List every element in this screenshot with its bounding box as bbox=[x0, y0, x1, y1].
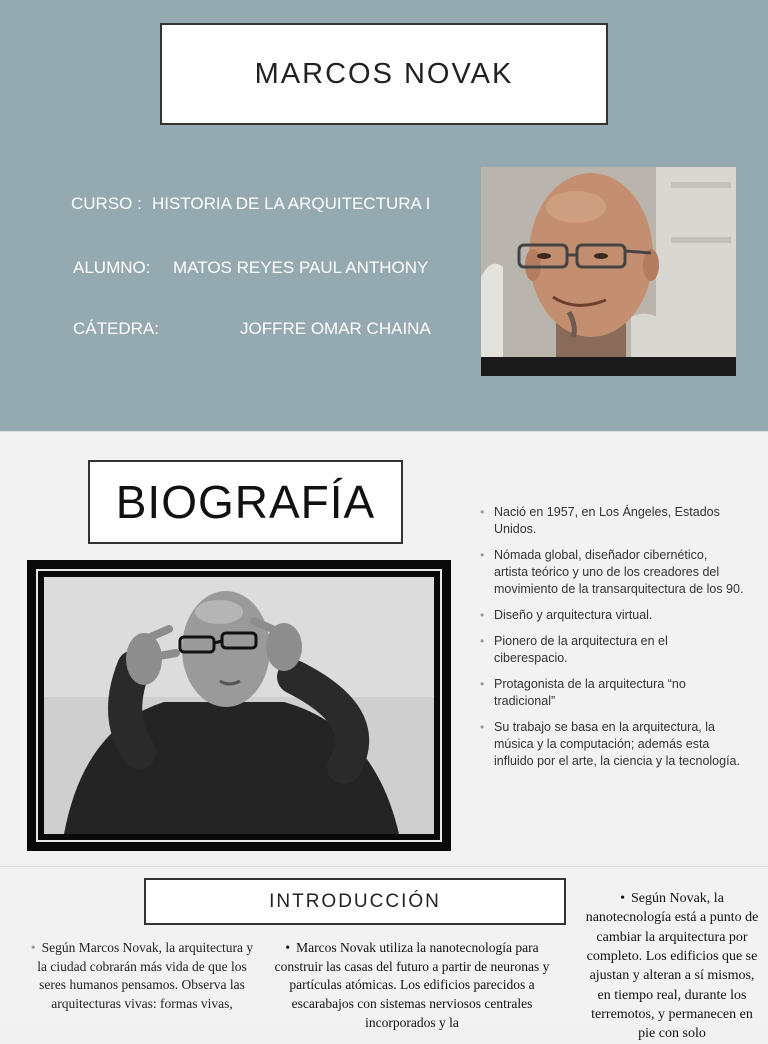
title-box bbox=[160, 23, 608, 125]
biography-item: • Nómada global, diseñador cibernético, artista teórico y uno de los creadores del movimiento de la transarquitectura de los 90. bbox=[478, 547, 744, 598]
intro-column-1 bbox=[30, 939, 254, 1014]
curso-label: CURSO : bbox=[71, 194, 142, 213]
introduction-title: INTRODUCCIÓN bbox=[269, 890, 441, 912]
page-title: MARCOS NOVAK bbox=[254, 57, 514, 90]
biography-photo bbox=[44, 577, 434, 834]
bullet-icon: • bbox=[620, 891, 625, 906]
introduction-title-box bbox=[144, 878, 566, 925]
portrait-illustration bbox=[481, 167, 736, 376]
curso-value: HISTORIA DE LA ARQUITECTURA I bbox=[152, 194, 431, 213]
biography-list bbox=[478, 504, 744, 779]
biography-illustration bbox=[44, 577, 434, 834]
intro-column-3 bbox=[582, 889, 762, 1044]
biography-item: • Pionero de la arquitectura en el ciberespacio. bbox=[478, 633, 744, 667]
portrait-photo bbox=[481, 167, 736, 376]
introduction-slide bbox=[0, 866, 768, 1042]
bullet-icon: • bbox=[30, 940, 36, 955]
biography-slide bbox=[0, 431, 768, 867]
catedra-value: JOFFRE OMAR CHAINA bbox=[240, 319, 431, 338]
biography-title-box bbox=[88, 460, 403, 544]
biography-title: BIOGRAFÍA bbox=[115, 476, 376, 528]
intro-text-2: Marcos Novak utiliza la nanotecnología para construir las casas del futuro a partir de neuronas y partículas atómicas. Los edificios parecidos a escarabajos con sistemas nerviosos centrales incorporados y la bbox=[274, 940, 550, 1030]
intro-text-3: Según Novak, la nanotecnología está a punto de cambiar la arquitectura por completo. Los edificios que se ajustan y alteran a sí mismos, en tiempo real, durante los terremotos, y permanecen en pie con solo bbox=[585, 891, 759, 1042]
biography-item: • Nació en 1957, en Los Ángeles, Estados Unidos. bbox=[478, 504, 744, 538]
intro-column-2 bbox=[262, 939, 562, 1032]
biography-photo-frame bbox=[27, 560, 451, 851]
biography-item: • Su trabajo se basa en la arquitectura, la música y la computación; además esta influido por el arte, la ciencia y la tecnología. bbox=[478, 719, 744, 770]
biography-item: • Protagonista de la arquitectura “no tradicional” bbox=[478, 676, 744, 710]
bullet-icon: • bbox=[285, 940, 291, 955]
alumno-label: ALUMNO: bbox=[73, 258, 151, 277]
title-slide bbox=[0, 0, 768, 431]
alumno-value: MATOS REYES PAUL ANTHONY bbox=[173, 258, 429, 277]
catedra-label: CÁTEDRA: bbox=[73, 319, 159, 338]
intro-text-1: Según Marcos Novak, la arquitectura y la ciudad cobrarán más vida de que los seres humanos pensamos. Observa las arquitecturas vivas: formas vivas, bbox=[37, 940, 254, 1011]
biography-item: • Diseño y arquitectura virtual. bbox=[478, 607, 744, 624]
